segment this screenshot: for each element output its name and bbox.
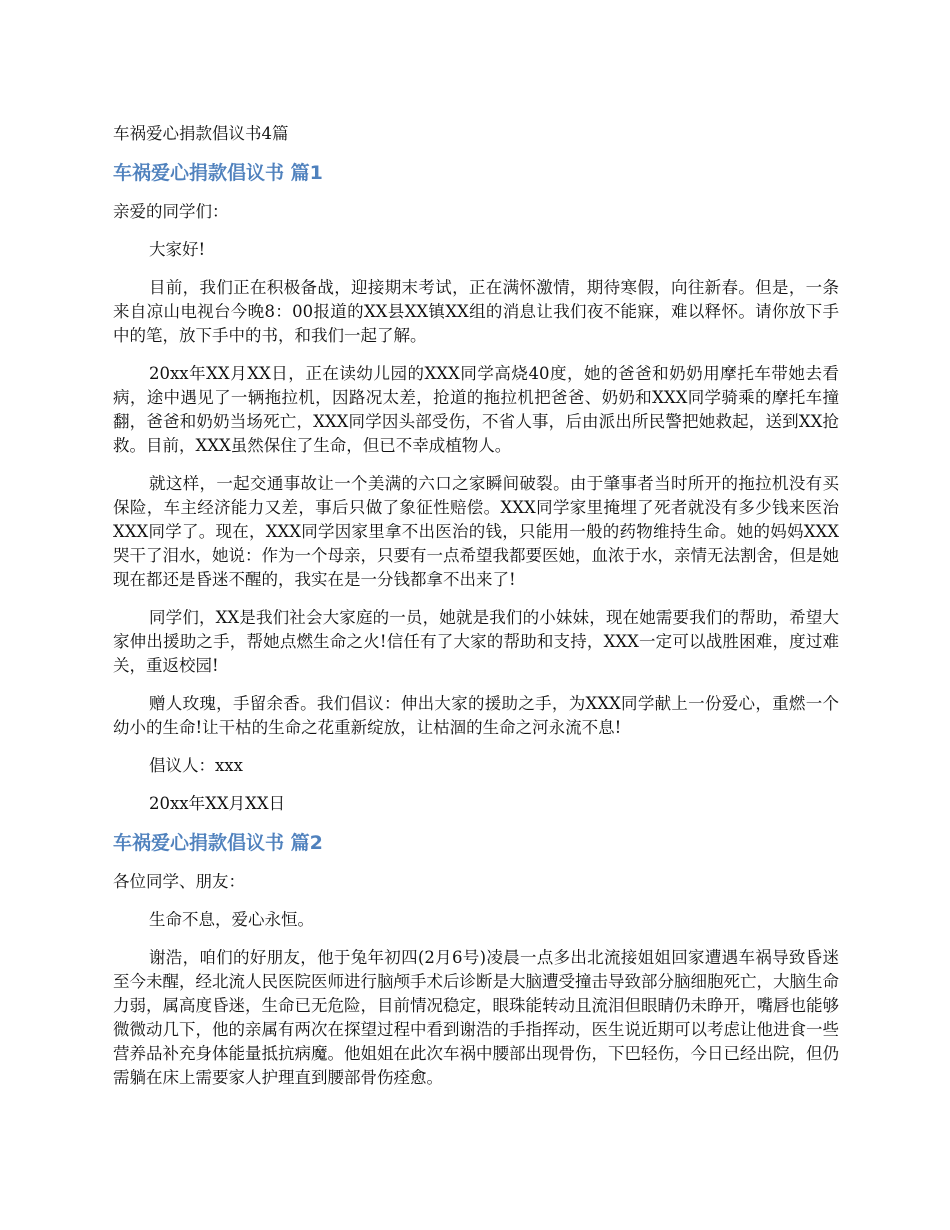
paragraph: 目前，我们正在积极备战，迎接期末考试，正在满怀激情，期待寒假，向往新春。但是，一条来自凉山电视台今晚8：00报道的XX县XX镇XX组的消息让我们夜不能寐，难以释怀。请你放下手中的笔，放下手中的书，和我们一起了解。 <box>113 278 839 345</box>
salutation-1: 亲爱的同学们： <box>113 202 229 221</box>
salutation-2: 各位同学、朋友： <box>113 872 245 891</box>
paragraph: 20xx年XX月XX日，正在读幼儿园的XXX同学高烧40度，她的爸爸和奶奶用摩托车带她去看病，途中遇见了一辆拖拉机，因路况太差，抢道的拖拉机把爸爸、奶奶和XXX同学骑乘的摩托车撞翻，爸爸和奶奶当场死亡，XXX同学因头部受伤，不省人事，后由派出所民警把她救起，送到XX抢救。目前，XXX虽然保住了生命，但已不幸成植物人。 <box>113 364 839 455</box>
document-title: 车祸爱心捐款倡议书4篇 <box>113 124 289 143</box>
paragraph: 同学们，XX是我们社会大家庭的一员，她就是我们的小妹妹，现在她需要我们的帮助，希望大家伸出援助之手，帮她点燃生命之火!信任有了大家的帮助和支持，XXX一定可以战胜困难，度过难关，重返校园! <box>113 608 839 675</box>
signatory: 倡议人：xxx <box>149 756 243 775</box>
signature-date: 20xx年XX月XX日 <box>149 794 286 813</box>
document-body <box>113 122 839 1104</box>
paragraph: 大家好! <box>149 240 206 259</box>
paragraph: 赠人玫瑰，手留余香。我们倡议：伸出大家的援助之手，为XXX同学献上一份爱心，重燃一个幼小的生命!让干枯的生命之花重新绽放，让枯涸的生命之河永流不息! <box>113 694 839 737</box>
section-heading-1: 车祸爱心捐款倡议书 篇1 <box>113 162 323 184</box>
section-heading-2: 车祸爱心捐款倡议书 篇2 <box>113 832 323 854</box>
paragraph: 就这样，一起交通事故让一个美满的六口之家瞬间破裂。由于肇事者当时所开的拖拉机没有买保险，车主经济能力又差，事后只做了象征性赔偿。XXX同学家里掩埋了死者就没有多少钱来医治XXX同学了。现在，XXX同学因家里拿不出医治的钱，只能用一般的药物维持生命。她的妈妈XXX哭干了泪水，她说：作为一个母亲，只要有一点希望我都要医她，血浓于水，亲情无法割舍，但是她现在都还是昏迷不醒的，我实在是一分钱都拿不出来了! <box>113 474 839 589</box>
paragraph: 生命不息，爱心永恒。 <box>149 910 314 929</box>
paragraph: 谢浩，咱们的好朋友，他于兔年初四(2月6号)凌晨一点多出北流接姐姐回家遭遇车祸导致昏迷至今未醒，经北流人民医院医师进行脑颅手术后诊断是大脑遭受撞击导致部分脑细胞死亡，大脑生命力弱，属高度昏迷，生命已无危险，目前情况稳定，眼珠能转动且流泪但眼睛仍未睁开，嘴唇也能够微微动几下，他的亲属有两次在探望过程中看到谢浩的手指挥动，医生说近期可以考虑让他进食一些营养品补充身体能量抵抗病魔。他姐姐在此次车祸中腰部出现骨伤，下巴轻伤，今日已经出院，但仍需躺在床上需要家人护理直到腰部骨伤痊愈。 <box>113 948 839 1087</box>
